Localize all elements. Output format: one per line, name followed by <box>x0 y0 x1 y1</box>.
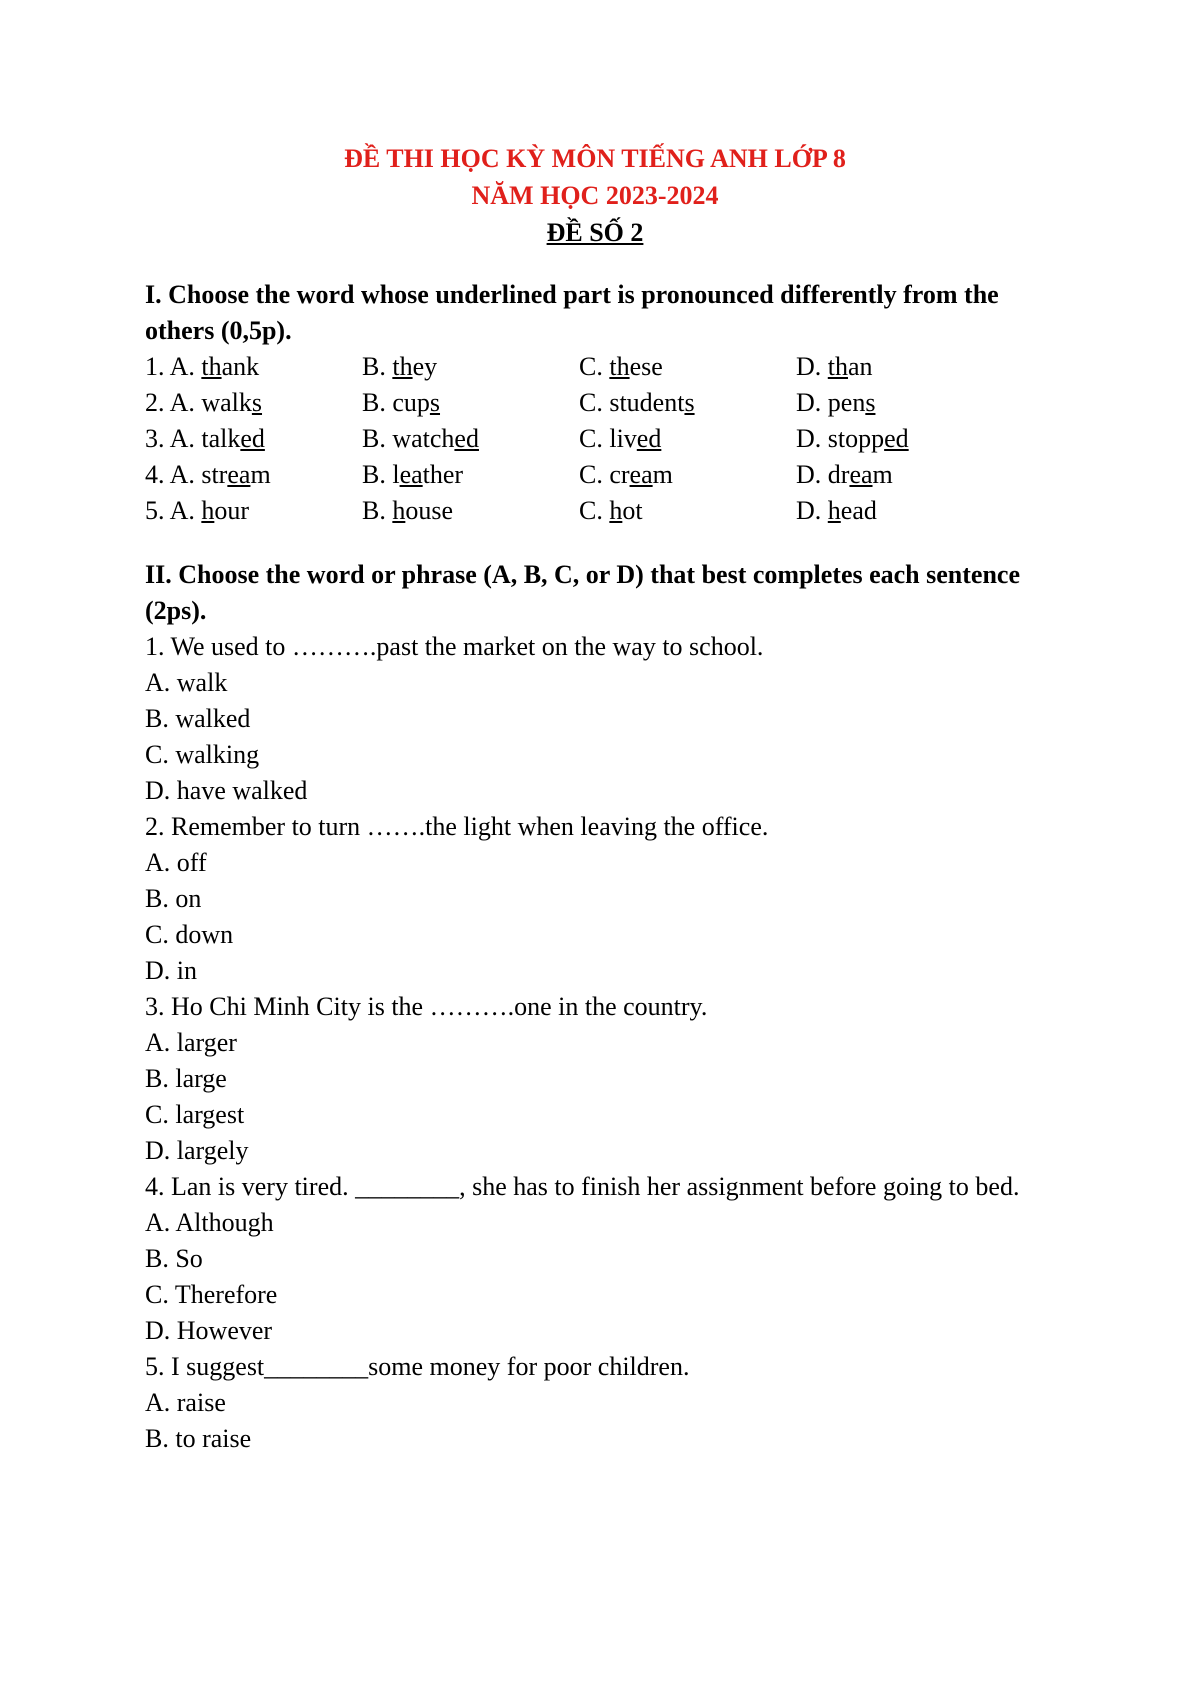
question-text: 4. Lan is very tired. ________, she has to finish her assignment before going to bed. <box>145 1172 1020 1201</box>
word-suffix: ouse <box>405 496 454 525</box>
word-option <box>579 385 796 421</box>
underlined-part: ea <box>227 460 251 489</box>
question-text: 3. Ho Chi Minh City is the ……….one in the country. <box>145 992 708 1021</box>
word-prefix: D. stopp <box>796 424 885 453</box>
answer-option: B. on <box>145 884 202 913</box>
exam-number: ĐỀ SỐ 2 <box>546 218 644 247</box>
underlined-part: s <box>865 388 876 417</box>
word-suffix: ey <box>412 352 438 381</box>
word-prefix: 5. A. <box>145 496 202 525</box>
question-text: 1. We used to ……….past the market on the way to school. <box>145 632 764 661</box>
answer-option: C. largest <box>145 1100 245 1129</box>
pronunciation-row <box>145 349 1045 385</box>
answer-option: A. walk <box>145 668 228 697</box>
word-option <box>145 493 362 529</box>
word-suffix: our <box>214 496 250 525</box>
word-option <box>579 421 796 457</box>
answer-option: C. down <box>145 920 234 949</box>
word-suffix: ank <box>221 352 260 381</box>
answer-option: D. in <box>145 956 197 985</box>
word-suffix: m <box>872 460 893 489</box>
word-prefix: D. <box>796 496 828 525</box>
section1-heading: I. Choose the word whose underlined part is pronounced differently from the others (0,5p). <box>145 280 999 345</box>
underlined-part: ed <box>636 424 662 453</box>
word-suffix: ther <box>422 460 464 489</box>
word-suffix: m <box>250 460 271 489</box>
answer-option: B. walked <box>145 704 251 733</box>
answer-option: A. Although <box>145 1208 274 1237</box>
word-prefix: C. <box>579 496 610 525</box>
word-suffix: ese <box>629 352 663 381</box>
word-option <box>362 349 579 385</box>
section2-heading: II. Choose the word or phrase (A, B, C, or D) that best completes each sentence (2ps). <box>145 560 1020 625</box>
exam-title-line2: NĂM HỌC 2023-2024 <box>471 181 719 210</box>
word-option <box>362 385 579 421</box>
underlined-part: th <box>392 352 413 381</box>
pronunciation-row <box>145 385 1045 421</box>
answer-option: A. off <box>145 848 207 877</box>
word-prefix: B. watch <box>362 424 455 453</box>
word-option <box>145 385 362 421</box>
underlined-part: ed <box>884 424 909 453</box>
word-prefix: 2. A. walk <box>145 388 252 417</box>
underlined-part: h <box>392 496 406 525</box>
word-option <box>145 457 362 493</box>
word-prefix: C. cr <box>579 460 630 489</box>
word-option <box>579 493 796 529</box>
word-option <box>796 349 1013 385</box>
underlined-part: h <box>827 496 841 525</box>
word-prefix: B. <box>362 352 393 381</box>
pronunciation-row <box>145 421 1045 457</box>
word-prefix: B. cup <box>362 388 430 417</box>
pronunciation-row <box>145 493 1045 529</box>
section2-questions <box>145 629 1045 1457</box>
word-prefix: C. student <box>579 388 685 417</box>
underlined-part: ea <box>849 460 873 489</box>
word-prefix: 4. A. str <box>145 460 228 489</box>
word-option <box>145 349 362 385</box>
word-suffix: ead <box>840 496 877 525</box>
question-text: 5. I suggest________some money for poor children. <box>145 1352 690 1381</box>
answer-option: C. walking <box>145 740 260 769</box>
word-prefix: C. liv <box>579 424 637 453</box>
word-option <box>362 421 579 457</box>
answer-option: D. largely <box>145 1136 249 1165</box>
exam-title-line1: ĐỀ THI HỌC KỲ MÔN TIẾNG ANH LỚP 8 <box>344 144 846 173</box>
underlined-part: ea <box>399 460 423 489</box>
underlined-part: ed <box>240 424 265 453</box>
word-prefix: D. <box>796 352 828 381</box>
word-prefix: 3. A. talk <box>145 424 241 453</box>
underlined-part: ed <box>454 424 479 453</box>
exam-page <box>145 140 1045 1457</box>
answer-option: D. However <box>145 1316 273 1345</box>
word-prefix: 1. A. <box>145 352 202 381</box>
word-prefix: D. pen <box>796 388 866 417</box>
word-prefix: B. l <box>362 460 400 489</box>
word-option <box>796 385 1013 421</box>
word-suffix: ot <box>622 496 643 525</box>
underlined-part: th <box>609 352 630 381</box>
word-option <box>796 493 1013 529</box>
word-option <box>796 457 1013 493</box>
answer-option: B. large <box>145 1064 227 1093</box>
word-option <box>362 493 579 529</box>
word-option <box>796 421 1013 457</box>
pronunciation-row <box>145 457 1045 493</box>
word-option <box>362 457 579 493</box>
underlined-part: th <box>201 352 222 381</box>
word-option <box>579 349 796 385</box>
word-prefix: D. dr <box>796 460 850 489</box>
underlined-part: s <box>251 388 263 417</box>
underlined-part: h <box>201 496 215 525</box>
word-prefix: C. <box>579 352 610 381</box>
question-text: 2. Remember to turn …….the light when leaving the office. <box>145 812 769 841</box>
answer-option: C. Therefore <box>145 1280 278 1309</box>
underlined-part: h <box>609 496 623 525</box>
underlined-part: s <box>684 388 695 417</box>
underlined-part: s <box>429 388 441 417</box>
word-prefix: B. <box>362 496 393 525</box>
answer-option: A. raise <box>145 1388 226 1417</box>
underlined-part: ea <box>629 460 653 489</box>
word-option <box>579 457 796 493</box>
word-suffix: an <box>848 352 873 381</box>
word-suffix: m <box>652 460 673 489</box>
answer-option: D. have walked <box>145 776 308 805</box>
answer-option: B. So <box>145 1244 203 1273</box>
word-option <box>145 421 362 457</box>
answer-option: A. larger <box>145 1028 237 1057</box>
answer-option: B. to raise <box>145 1424 252 1453</box>
underlined-part: th <box>827 352 849 381</box>
section1-pronunciation-table <box>145 349 1045 529</box>
